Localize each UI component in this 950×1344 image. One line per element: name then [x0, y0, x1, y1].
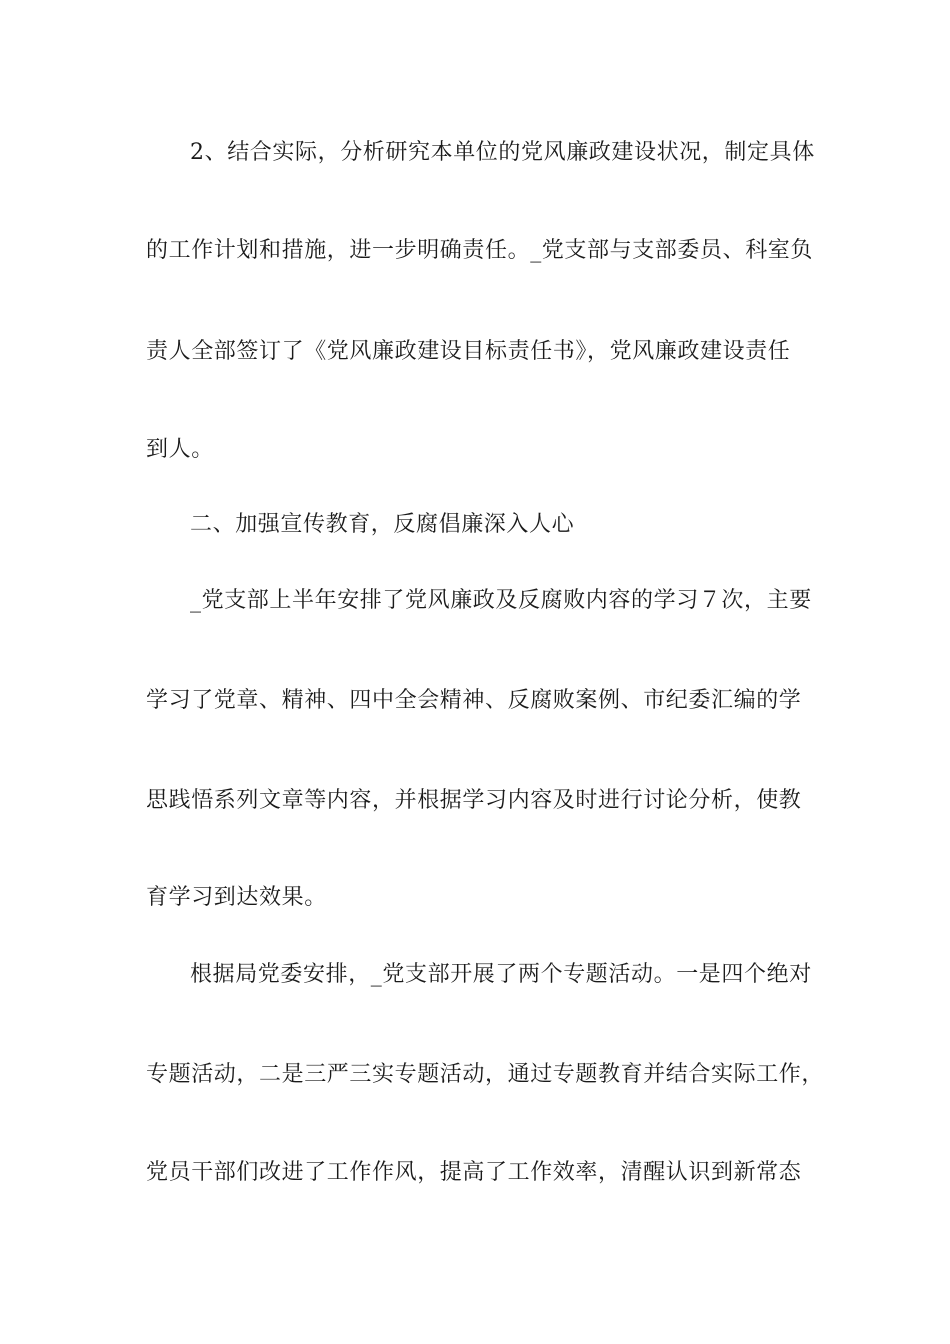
paragraph-line: 专题活动，二是三严三实专题活动，通过专题教育并结合实际工作， [146, 1062, 825, 1087]
paragraph-line: 到人。 [146, 437, 214, 462]
paragraph-line: 2、结合实际，分析研究本单位的党风廉政建设状况，制定具体 [190, 140, 815, 165]
paragraph-line: 党员干部们改进了工作作风，提高了工作效率，清醒认识到新常态 [146, 1160, 802, 1185]
paragraph-line: 责人全部签订了《党风廉政建设目标责任书》，党风廉政建设责任 [146, 339, 791, 364]
paragraph-line: 根据局党委安排，_党支部开展了两个专题活动。一是四个绝对 [190, 962, 812, 987]
paragraph-line: 学习了党章、精神、四中全会精神、反腐败案例、市纪委汇编的学 [146, 688, 802, 713]
paragraph-line: 的工作计划和措施，进一步明确责任。_党支部与支部委员、科室负 [146, 238, 814, 263]
paragraph-line: 思践悟系列文章等内容，并根据学习内容及时进行讨论分析，使教 [146, 788, 802, 813]
paragraph-line: _党支部上半年安排了党风廉政及反腐败内容的学习７次，主要 [190, 588, 812, 613]
paragraph-line: 育学习到达效果。 [146, 885, 327, 910]
section-heading: 二、加强宣传教育，反腐倡廉深入人心 [190, 512, 575, 537]
